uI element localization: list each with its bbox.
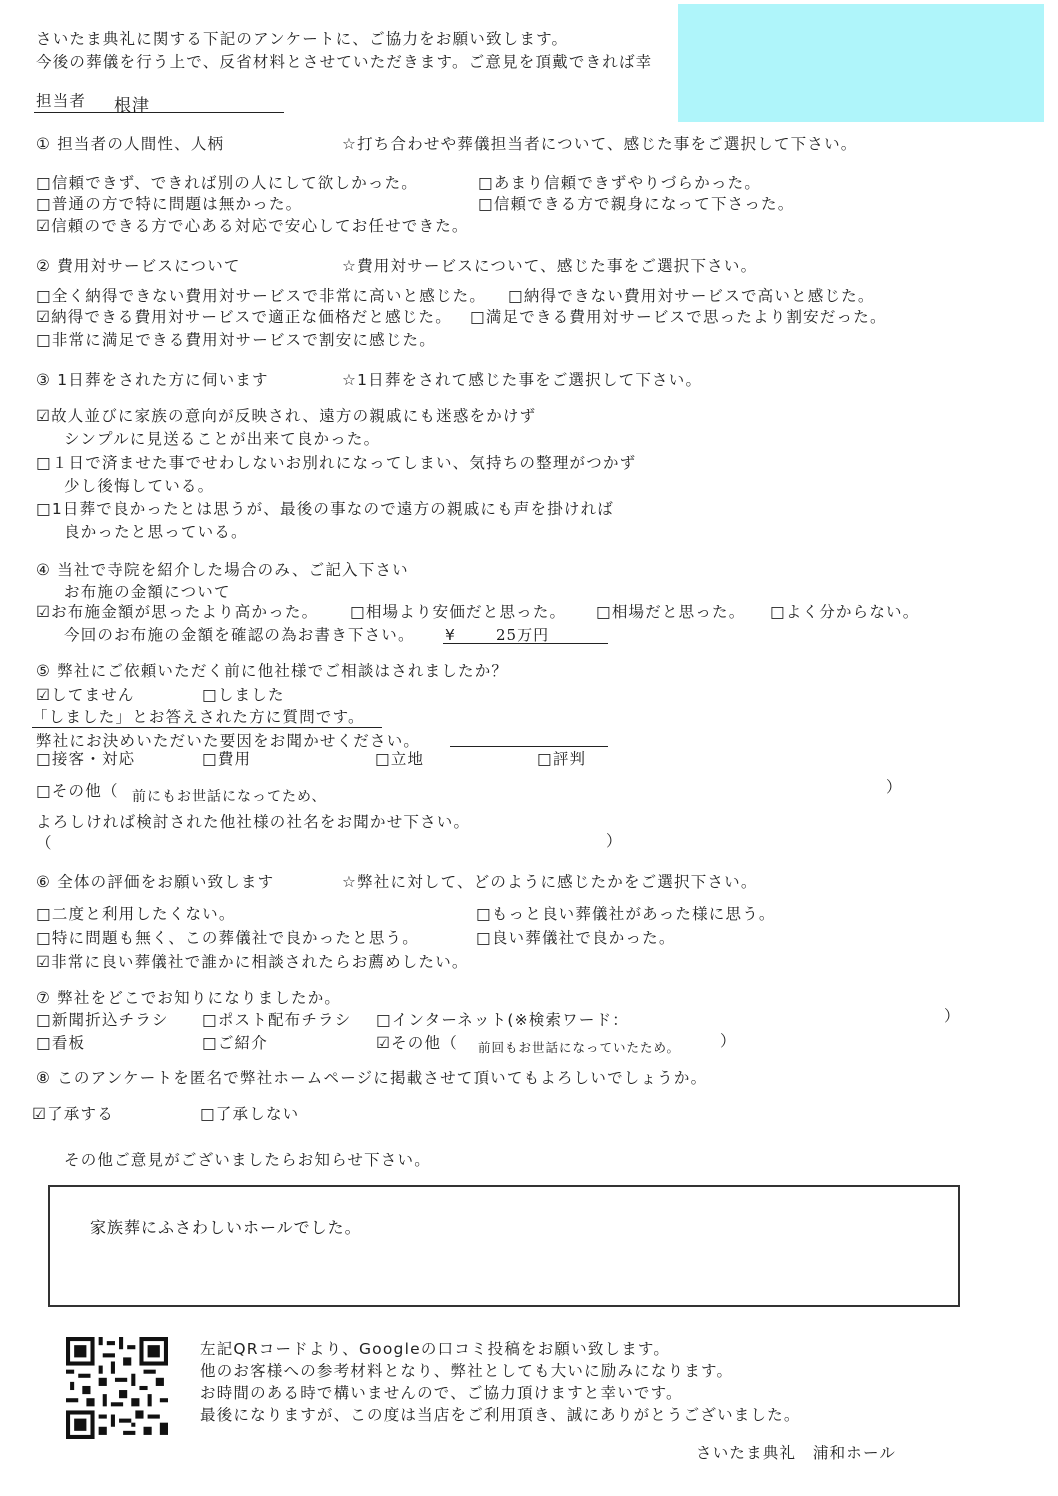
- q7-other-value[interactable]: 前回もお世話になっていたため。: [478, 1040, 681, 1055]
- q3-option-2[interactable]: □１日で済ませた事でせわしないお別れになってしまい、気持ちの整理がつかず: [36, 454, 637, 472]
- q5-followup: 「しました」とお答えされた方に質問です。: [32, 708, 365, 726]
- q2-option-1[interactable]: □全く納得できない費用対サービスで非常に高いと感じた。: [36, 287, 487, 305]
- q3-option-1[interactable]: ☑故人並びに家族の意向が反映され、遠方の親戚にも迷惑をかけず: [36, 407, 537, 425]
- q5-company-close-paren: ）: [606, 832, 623, 850]
- q7-option-other[interactable]: ☑その他（: [376, 1034, 458, 1052]
- qr-code-icon[interactable]: [66, 1337, 168, 1439]
- q3-option-1-cont: シンプルに見送ることが出来て良かった。: [64, 430, 381, 448]
- q6-option-5[interactable]: ☑非常に良い葬儀社で誰かに相談されたらお薦めしたい。: [36, 953, 469, 971]
- staff-name: 根津: [114, 96, 150, 116]
- staff-underline: [34, 112, 284, 113]
- q7-option-newspaper[interactable]: □新聞折込チラシ: [36, 1011, 169, 1029]
- q5-reason-label: 弊社にお決めいただいた要因をお聞かせください。: [36, 732, 421, 750]
- q6-title: ⑥ 全体の評価をお願い致します: [36, 873, 275, 891]
- q2-note: ☆費用対サービスについて、感じた事をご選択下さい。: [342, 257, 758, 275]
- q4-amount-label: 今回のお布施の金額を確認の為お書き下さい。: [64, 626, 415, 644]
- q5-reason-reputation[interactable]: □評判: [537, 750, 587, 768]
- q5-company-label: よろしければ検討された他社様の社名をお聞かせ下さい。: [36, 813, 471, 831]
- comments-text: 家族葬にふさわしいホールでした。: [90, 1218, 362, 1237]
- footer-line-4: 最後になりますが、この度は当店をご利用頂き、誠にありがとうございました。: [200, 1406, 801, 1424]
- staff-label: 担当者: [36, 92, 87, 110]
- q7-option-signboard[interactable]: □看板: [36, 1034, 86, 1052]
- q5-title: ⑤ 弊社にご依頼いただく前に他社様でご相談はされましたか？: [36, 662, 509, 680]
- redaction-highlight: [678, 4, 1044, 122]
- q6-option-4[interactable]: □良い葬儀社で良かった。: [476, 929, 676, 947]
- q7-title: ⑦ 弊社をどこでお知りになりましたか。: [36, 989, 342, 1007]
- q4-option-3[interactable]: □相場だと思った。: [596, 603, 746, 621]
- q5-option-2[interactable]: □しました: [202, 686, 285, 704]
- q4-amount-underline: [443, 643, 608, 644]
- q7-other-close-paren: ）: [720, 1032, 737, 1050]
- q3-option-3-cont: 良かったと思っている。: [64, 523, 248, 541]
- q1-option-1[interactable]: □信頼できず、できれば別の人にして欲しかった。: [36, 174, 419, 192]
- q6-note: ☆弊社に対して、どのように感じたかをご選択下さい。: [342, 873, 758, 891]
- q7-option-referral[interactable]: □ご紹介: [202, 1034, 268, 1052]
- q3-note: ☆1日葬をされて感じた事をご選択して下さい。: [342, 371, 703, 389]
- q4-amount-value[interactable]: 25万円: [496, 626, 550, 644]
- q5-company-open-paren: （: [36, 834, 53, 852]
- q1-option-2[interactable]: □あまり信頼できずやりづらかった。: [478, 174, 762, 192]
- q1-option-3[interactable]: □普通の方で特に問題は無かった。: [36, 195, 303, 213]
- q4-subtitle: お布施の金額について: [64, 583, 231, 601]
- q4-yen-sign: ¥: [445, 626, 457, 644]
- q6-option-3[interactable]: □特に問題も無く、この葬儀社で良かったと思う。: [36, 929, 419, 947]
- q2-option-3[interactable]: ☑納得できる費用対サービスで適正な価格だと感じた。: [36, 308, 452, 326]
- q4-title: ④ 当社で寺院を紹介した場合のみ、ご記入下さい: [36, 561, 409, 579]
- q4-option-2[interactable]: □相場より安価だと思った。: [350, 603, 567, 621]
- q5-other-value[interactable]: 前にもお世話になってため、: [132, 789, 327, 805]
- q7-internet-close-paren: ）: [944, 1007, 961, 1025]
- q5-option-1[interactable]: ☑してません: [36, 686, 135, 704]
- q3-option-2-cont: 少し後悔している。: [64, 477, 215, 495]
- q6-option-2[interactable]: □もっと良い葬儀社があった様に思う。: [476, 905, 776, 923]
- q8-title: ⑧ このアンケートを匿名で弊社ホームページに掲載させて頂いてもよろしいでしょうか。: [36, 1069, 708, 1087]
- q5-reason-cost[interactable]: □費用: [202, 750, 252, 768]
- intro-line-1: さいたま典礼に関する下記のアンケートに、ご協力をお願い致します。: [36, 30, 569, 48]
- q1-option-5[interactable]: ☑信頼のできる方で心ある対応で安心してお任せできた。: [36, 217, 469, 235]
- q8-option-agree[interactable]: ☑了承する: [32, 1105, 114, 1123]
- q4-option-4[interactable]: □よく分からない。: [770, 603, 920, 621]
- intro-line-2: 今後の葬儀を行う上で、反省材料とさせていただきます。ご意見を頂戴できれば幸: [36, 53, 653, 71]
- q6-option-1[interactable]: □二度と利用したくない。: [36, 905, 236, 923]
- footer-signature: さいたま典礼 浦和ホール: [696, 1444, 897, 1462]
- q1-title: ① 担当者の人間性、人柄: [36, 135, 225, 153]
- q3-title: ③ 1日葬をされた方に伺います: [36, 371, 269, 389]
- q5-reason-service[interactable]: □接客・対応: [36, 750, 136, 768]
- footer-line-1: 左記QRコードより、Googleの口コミ投稿をお願い致します。: [200, 1340, 671, 1358]
- comments-label: その他ご意見がございましたらお知らせ下さい。: [64, 1151, 431, 1169]
- q3-option-3[interactable]: □1日葬で良かったとは思うが、最後の事なので遠方の親戚にも声を掛ければ: [36, 500, 615, 518]
- q5-other-label[interactable]: □その他（: [36, 782, 119, 800]
- q8-option-disagree[interactable]: □了承しない: [200, 1105, 300, 1123]
- footer-line-2: 他のお客様への参考材料となり、弊社としても大いに励みになります。: [200, 1362, 734, 1380]
- q2-option-4[interactable]: □満足できる費用対サービスで思ったより割安だった。: [470, 308, 887, 326]
- q1-note: ☆打ち合わせや葬儀担当者について、感じた事をご選択して下さい。: [342, 135, 858, 153]
- q5-reason-location[interactable]: □立地: [375, 750, 425, 768]
- q5-followup-underline: [32, 727, 382, 728]
- q2-option-5[interactable]: □非常に満足できる費用対サービスで割安に感じた。: [36, 331, 436, 349]
- q1-option-4[interactable]: □信頼できる方で親身になって下さった。: [478, 195, 795, 213]
- q5-reason-underline: [450, 746, 608, 747]
- q2-option-2[interactable]: □納得できない費用対サービスで高いと感じた。: [508, 287, 875, 305]
- q5-other-close-paren: ）: [886, 778, 903, 796]
- q2-title: ② 費用対サービスについて: [36, 257, 241, 275]
- q4-option-1[interactable]: ☑お布施金額が思ったより高かった。: [36, 603, 319, 621]
- q7-option-flyer[interactable]: □ポスト配布チラシ: [202, 1011, 352, 1029]
- q7-option-internet[interactable]: □インターネット(※検索ワード：: [376, 1011, 629, 1029]
- footer-line-3: お時間のある時で構いませんので、ご協力頂けますと幸いです。: [200, 1384, 683, 1402]
- comments-box[interactable]: [48, 1185, 960, 1307]
